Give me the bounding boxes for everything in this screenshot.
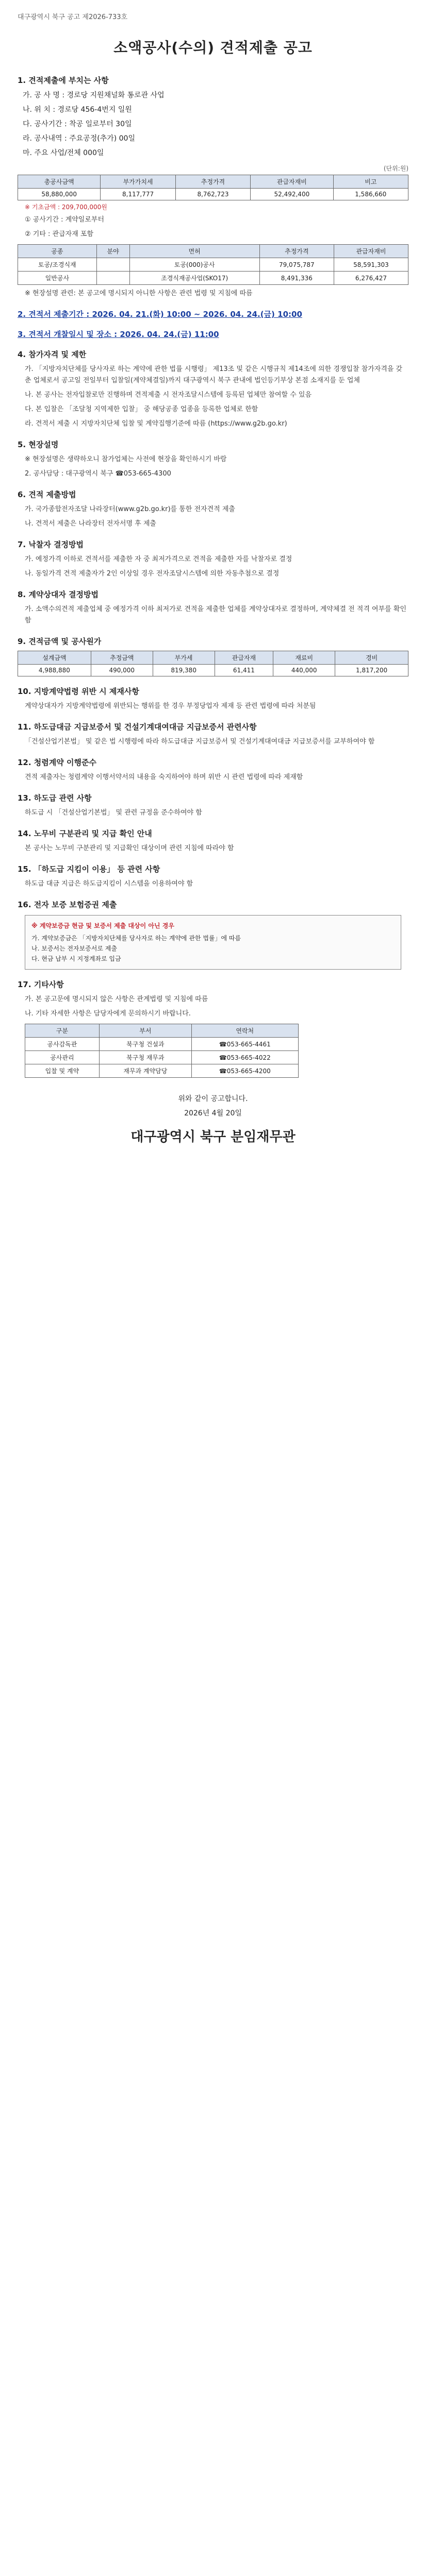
s1-item: 나. 위 치 : 경로당 456-4번지 일원 [23, 106, 132, 114]
table-cell: 일반공사 [18, 272, 97, 285]
table-cell: 8,491,336 [259, 272, 334, 285]
table-cell: ☎053-665-4200 [191, 1064, 298, 1078]
table-header: 구분 [25, 1024, 100, 1038]
box-line: 다. 현금 납부 시 지정계좌로 입금 [31, 955, 121, 962]
footer-date: 2026년 4월 20일 [184, 1109, 242, 1117]
s13-text: 하도급 시 「건설산업기본법」 및 관련 규정을 준수하여야 함 [25, 809, 202, 817]
submission-period: 2. 견적서 제출기간 : 2026. 04. 21.(화) 10:00 ~ 2026. 04. 24.(금) 10:00 [18, 310, 302, 319]
s4-para: 가. 「지방자치단체를 당사자로 하는 계약에 관한 법률 시행령」 제13조 및 같은 시행규칙 제14조에 의한 경쟁입찰 참가자격을 갖춘 업체로서 공고일 전일부터 입찰일(계약체결일)까지 대구광역시 북구 관내에 법인등기부상 본점 소재지를 둔 업체 [25, 365, 403, 384]
budget-table [18, 175, 408, 200]
unit-label: (단위:원) [383, 165, 408, 172]
section-16-heading: 16. 전자 보증 보험증권 제출 [18, 900, 117, 909]
s4-para: 다. 본 입찰은 「조달청 지역제한 입찰」 중 해당공종 업종을 등록한 업체로 한함 [25, 405, 258, 413]
s1-item: 다. 공사기간 : 착공 일로부터 30일 [23, 120, 132, 128]
section-2-heading [18, 309, 408, 319]
table-header: 관급자재비 [251, 175, 333, 189]
table-cell: 북구청 재무과 [99, 1051, 191, 1064]
issuing-org: 대구광역시 북구 분임재무관 [130, 1129, 296, 1145]
section-17-heading: 17. 기타사항 [18, 980, 64, 989]
section-5-heading: 5. 현장설명 [18, 440, 59, 449]
table-cell: 재무과 계약담당 [99, 1064, 191, 1078]
table-header: 연락처 [191, 1024, 298, 1038]
table-header: 추정가격 [175, 175, 250, 189]
s1-item: 라. 공사내역 : 주요공정(추가) 00일 [23, 134, 135, 143]
s1-item: 가. 공 사 명 : 경로당 지원채널화 통로관 사업 [23, 91, 165, 99]
table-header: 관급자재비 [334, 245, 408, 258]
section-12-heading: 12. 청렴계약 이행준수 [18, 758, 96, 767]
table-header: 경비 [335, 651, 408, 665]
s7-item: 가. 예정가격 이하로 견적서를 제출한 자 중 최저가격으로 견적을 제출한 자를 낙찰자로 결정 [25, 555, 292, 563]
section-1-heading: 1. 견적제출에 부치는 사항 [18, 76, 109, 85]
section-13-heading: 13. 하도급 관련 사항 [18, 793, 92, 803]
table-cell [96, 258, 129, 272]
table-header: 부서 [99, 1024, 191, 1038]
contact-table [25, 1024, 299, 1078]
section-6-heading: 6. 견적 제출방법 [18, 490, 76, 499]
table-cell: 4,988,880 [18, 665, 91, 676]
table-header: 추정가격 [259, 245, 334, 258]
table-cell: 440,000 [273, 665, 335, 676]
box-title: ※ 계약보증금 현금 및 보증서 제출 대상이 아닌 경우 [31, 922, 174, 929]
table-cell: 6,276,427 [334, 272, 408, 285]
table-header: 총공사금액 [18, 175, 101, 189]
table-header: 추정금액 [91, 651, 153, 665]
box-line: 가. 계약보증금은 「지방자치단체를 당사자로 하는 계약에 관한 법률」에 따름 [31, 935, 241, 942]
s10-text: 계약상대자가 지방계약법령에 위반되는 행위를 한 경우 부정당업자 제재 등 관련 법령에 따라 처분됨 [25, 702, 316, 710]
table-header: 부가세 [153, 651, 215, 665]
work-type-table [18, 244, 408, 285]
s7-item: 나. 동일가격 견적 제출자가 2인 이상일 경우 전자조달시스템에 의한 자동추첨으로 결정 [25, 570, 280, 578]
table-header: 재료비 [273, 651, 335, 665]
s14-text: 본 공사는 노무비 구분관리 및 지급확인 대상이며 관련 지침에 따라야 함 [25, 844, 234, 852]
table-cell: 토공(000)공사 [129, 258, 259, 272]
table-header: 면허 [129, 245, 259, 258]
table-header: 부가가치세 [101, 175, 175, 189]
table-cell: 79,075,787 [259, 258, 334, 272]
section-10-heading: 10. 지방계약법령 위반 시 제재사항 [18, 687, 139, 696]
cost-table [18, 651, 408, 676]
guarantee-box [25, 915, 401, 970]
table-cell: ☎053-665-4461 [191, 1038, 298, 1051]
s4-para: 나. 본 공사는 전자입찰로만 진행하며 견적제출 시 전자조달시스템에 등록된 업체만 참여할 수 있음 [25, 391, 312, 399]
doc-reference: 대구광역시 북구 공고 제2026-733호 [18, 13, 128, 21]
s11-text: 「건설산업기본법」 및 같은 법 시행령에 따라 하도급대금 지급보증서 및 건설기계대여대금 지급보증서를 교부하여야 함 [25, 738, 375, 745]
s1-note: ② 기타 : 관급자재 포함 [25, 230, 94, 238]
section-9-heading: 9. 견적금액 및 공사원가 [18, 637, 102, 646]
table-header: 관급자재 [215, 651, 273, 665]
s12-text: 견적 제출자는 청렴계약 이행서약서의 내용을 숙지하여야 하며 위반 시 관련 법령에 따라 제재함 [25, 773, 303, 781]
table-header: 설계금액 [18, 651, 91, 665]
table-cell [96, 272, 129, 285]
table-cell: 8,762,723 [175, 189, 250, 200]
section-3-heading [18, 329, 408, 340]
s1-footnote: ※ 현장설명 관련: 본 공고에 명시되지 아니한 사항은 관련 법령 및 지침에 따름 [25, 290, 253, 297]
s17-item: 가. 본 공고문에 명시되지 않은 사항은 관계법령 및 지침에 따름 [25, 995, 208, 1003]
section-7-heading: 7. 낙찰자 결정방법 [18, 540, 84, 549]
table-cell: 1,586,660 [333, 189, 408, 200]
table-cell: 공사관리 [25, 1051, 100, 1064]
s8-text: 가. 소액수의견적 제출업체 중 예정가격 이하 최저가로 견적을 제출한 업체를 계약상대자로 결정하며, 계약체결 전 적격 여부를 확인함 [25, 605, 406, 624]
table-cell: 토공/조경식재 [18, 258, 97, 272]
section-8-heading: 8. 계약상대자 결정방법 [18, 590, 99, 599]
s6-item: 가. 국가종합전자조달 나라장터(www.g2b.go.kr)를 통한 전자견적 제출 [25, 505, 235, 513]
section-11-heading: 11. 하도급대금 지급보증서 및 건설기계대여대금 지급보증서 관련사항 [18, 722, 257, 732]
table-cell: 북구청 건설과 [99, 1038, 191, 1051]
section-14-heading: 14. 노무비 구분관리 및 지급 확인 안내 [18, 829, 152, 838]
table-cell: 58,591,303 [334, 258, 408, 272]
s5-contact: 2. 공사담당 : 대구광역시 북구 ☎053-665-4300 [25, 470, 171, 478]
footer-note: 위와 같이 공고합니다. [178, 1095, 248, 1103]
s4-para: 라. 견적서 제출 시 지방자치단체 입찰 및 계약집행기준에 따름 (https://www.g2b.go.kr) [25, 420, 287, 428]
table-header: 공종 [18, 245, 97, 258]
table-cell: 490,000 [91, 665, 153, 676]
s15-text: 하도급 대금 지급은 하도급지킴이 시스템을 이용하여야 함 [25, 880, 193, 888]
base-price-note: ※ 기초금액 : 209,700,000원 [25, 204, 107, 211]
table-cell: 819,380 [153, 665, 215, 676]
table-cell: 8,117,777 [101, 189, 175, 200]
table-cell: 1,817,200 [335, 665, 408, 676]
s17-item: 나. 기타 자세한 사항은 담당자에게 문의하시기 바랍니다. [25, 1010, 191, 1018]
table-cell: ☎053-665-4022 [191, 1051, 298, 1064]
box-line: 나. 보증서는 전자보증서로 제출 [31, 945, 117, 952]
table-header: 비고 [333, 175, 408, 189]
page-title: 소액공사(수의) 견적제출 공고 [113, 39, 313, 56]
section-4-heading: 4. 참가자격 및 제한 [18, 350, 87, 359]
s1-item: 마. 주요 사업/전체 000일 [23, 149, 104, 157]
table-cell: 58,880,000 [18, 189, 101, 200]
table-cell: 입찰 및 계약 [25, 1064, 100, 1078]
table-cell: 52,492,400 [251, 189, 333, 200]
table-cell: 공사감독관 [25, 1038, 100, 1051]
opening-date: 3. 견적서 개찰일시 및 장소 : 2026. 04. 24.(금) 11:00 [18, 330, 219, 339]
table-cell: 조경식재공사업(SKO17) [129, 272, 259, 285]
s1-note: ① 공사기간 : 계약일로부터 [25, 216, 105, 224]
section-15-heading: 15. 「하도급 지킴이 이용」 등 관련 사항 [18, 865, 160, 874]
table-header: 분야 [96, 245, 129, 258]
table-cell: 61,411 [215, 665, 273, 676]
s6-item: 나. 견적서 제출은 나라장터 전자서명 후 제출 [25, 520, 156, 528]
s5-text: ※ 현장설명은 생략하오니 참가업체는 사전에 현장을 확인하시기 바람 [25, 455, 227, 463]
